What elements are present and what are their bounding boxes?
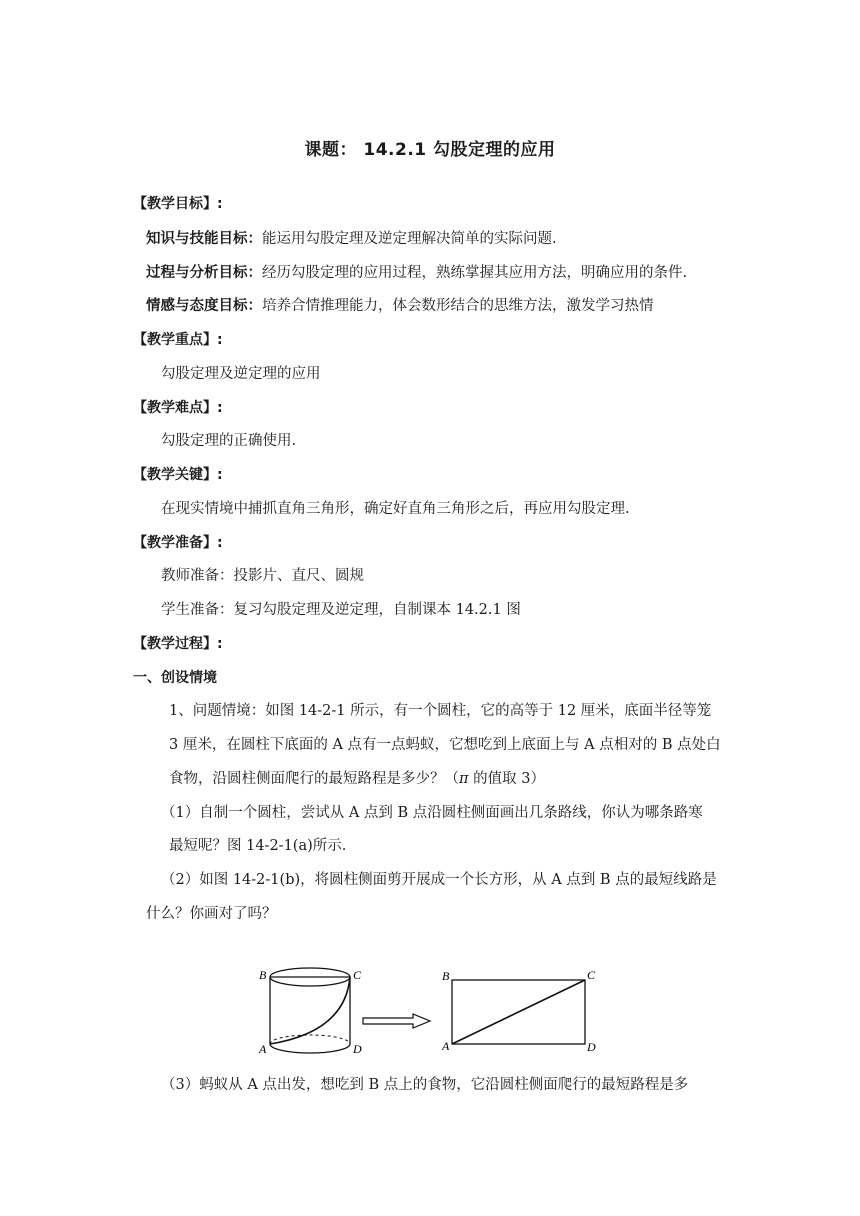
key-text: 在现实情境中捕抓直角三角形，确定好直角三角形之后，再应用勾股定理. xyxy=(161,501,630,517)
cylinder-figure xyxy=(270,968,350,1053)
paragraph-line: 最短呢？图 14-2-1(a)所示. xyxy=(169,838,347,854)
cylinder-bottom-back xyxy=(270,1035,350,1044)
pi-symbol: π xyxy=(459,771,469,787)
rectangle-figure xyxy=(452,980,585,1044)
objectives-heading: 【教学目标】: xyxy=(133,196,223,212)
objective-text: 能运用勾股定理及逆定理解决简单的实际问题. xyxy=(262,231,557,247)
preparation-student: 学生准备：复习勾股定理及逆定理，自制课本 14.2.1 图 xyxy=(161,602,521,618)
paragraph-text: 的值取 3） xyxy=(468,771,545,787)
paragraph-line: （2）如图 14-2-1(b)，将圆柱侧面剪开展成一个长方形，从 A 点到 B 点的最短线路是 xyxy=(161,872,717,888)
paragraph-line: 3 厘米，在圆柱下底面的 A 点有一点蚂蚁，它想吃到上底面上与 A 点相对的 B 点处白 xyxy=(169,737,721,753)
paragraph-line: 1、问题情境：如图 14-2-1 所示，有一个圆柱，它的高等于 12 厘米，底面半径等笼 xyxy=(169,703,712,719)
page-title: 课题： 14.2.1 勾股定理的应用 xyxy=(304,140,556,160)
process-heading: 【教学过程】: xyxy=(133,636,223,652)
paragraph-line: （3）蚂蚁从 A 点出发，想吃到 B 点上的食物，它沿圆柱侧面爬行的最短路程是多 xyxy=(161,1077,689,1093)
cylinder-path-curve xyxy=(270,977,350,1044)
objective-text: 培养合情推理能力，体会数形结合的思维方法，激发学习热情 xyxy=(262,298,654,314)
key-points-heading: 【教学重点】: xyxy=(133,332,223,348)
objective-text: 经历勾股定理的应用过程，熟练掌握其应用方法，明确应用的条件. xyxy=(262,265,688,281)
key-heading: 【教学关键】: xyxy=(133,467,223,483)
rect-label-c: C xyxy=(587,968,596,982)
cylinder-bottom-front xyxy=(270,1044,350,1053)
rect-label-a: A xyxy=(442,1039,450,1053)
rect-label-b: B xyxy=(442,969,450,983)
cylinder-label-b: B xyxy=(259,968,267,982)
cylinder-label-a: A xyxy=(259,1042,267,1056)
preparation-heading: 【教学准备】: xyxy=(133,535,223,551)
paragraph-text: 食物，沿圆柱侧面爬行的最短路程是多少？（ xyxy=(169,771,459,787)
preparation-teacher: 教师准备：投影片、直尺、圆规 xyxy=(161,568,364,584)
arrow-icon xyxy=(363,1014,430,1028)
objective-label: 过程与分析目标： xyxy=(146,265,262,281)
paragraph-line: （1）自制一个圆柱，尝试从 A 点到 B 点沿圆柱侧面画出几条路线，你认为哪条路寒 xyxy=(161,805,703,821)
rectangle-diagonal xyxy=(452,980,585,1044)
section-heading: 一、创设情境 xyxy=(133,670,217,686)
figure-14-2-1 xyxy=(250,960,610,1065)
paragraph-line: 什么？你画对了吗？ xyxy=(146,906,277,922)
rect-label-d: D xyxy=(587,1040,596,1054)
difficulties-heading: 【教学难点】: xyxy=(133,400,223,416)
difficulties-text: 勾股定理的正确使用. xyxy=(161,433,297,449)
cylinder-label-c: C xyxy=(353,968,362,982)
cylinder-label-d: D xyxy=(353,1042,362,1056)
key-points-text: 勾股定理及逆定理的应用 xyxy=(161,366,321,382)
objective-label: 知识与技能目标： xyxy=(146,231,262,247)
objective-label: 情感与态度目标： xyxy=(146,298,262,314)
objective-emotion xyxy=(146,296,654,316)
objective-knowledge xyxy=(146,229,557,249)
paragraph-line xyxy=(169,769,545,789)
objective-process xyxy=(146,263,687,283)
